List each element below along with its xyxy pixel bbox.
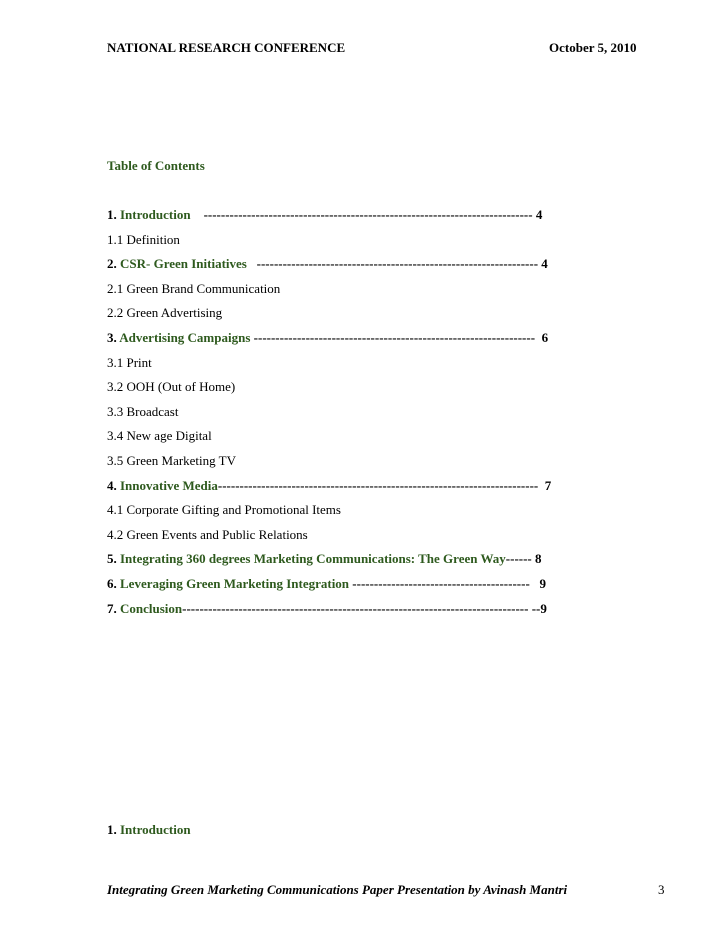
toc-entry[interactable] <box>107 477 607 502</box>
toc-entry[interactable] <box>107 329 607 354</box>
toc-entry[interactable] <box>107 600 607 625</box>
toc-leader-dots: ---------------------------------------------------------------------------- <box>190 207 536 222</box>
toc-entry-number: 6. <box>107 575 117 591</box>
toc-leader-dots: -------------------------------------------------------------------------------- <box>182 600 532 616</box>
toc-subentry[interactable]: 3.2 OOH (Out of Home) <box>107 379 236 395</box>
toc-leader-dots: ------ <box>505 551 536 567</box>
toc-entry-title: Leveraging Green Marketing Integration <box>120 575 350 591</box>
toc-title: Table of Contents <box>107 158 205 173</box>
table-of-contents <box>107 206 607 624</box>
toc-leader-dots: -------------------------------------------------------------------------- <box>217 477 545 493</box>
toc-page-number: 4 <box>535 207 543 222</box>
toc-entry[interactable] <box>107 206 607 231</box>
toc-entry[interactable] <box>107 255 607 280</box>
toc-subentry[interactable]: 1.1 Definition <box>107 231 180 247</box>
toc-entry-number: 1. <box>107 207 117 222</box>
toc-entry-number: 5. <box>107 551 117 567</box>
toc-entry-title: Integrating 360 degrees Marketing Communications: The Green Way <box>120 551 506 567</box>
toc-page-number: 9 <box>539 575 547 591</box>
toc-entry-number: 3. <box>107 329 117 345</box>
toc-entry-number: 2. <box>107 256 117 272</box>
toc-entry-number: 7. <box>107 600 117 616</box>
toc-subentry[interactable]: 3.3 Broadcast <box>107 403 179 419</box>
toc-subentry[interactable]: 2.2 Green Advertising <box>107 305 223 321</box>
toc-subentry[interactable]: 4.1 Corporate Gifting and Promotional Items <box>107 502 341 518</box>
toc-page-number: 4 <box>541 256 548 272</box>
footer-text: Integrating Green Marketing Communications Paper Presentation by Avinash Mantri <box>107 882 568 897</box>
toc-page-number: 7 <box>544 477 552 493</box>
toc-subentry[interactable]: 4.2 Green Events and Public Relations <box>107 526 308 542</box>
toc-entry-title: Introduction <box>120 207 191 222</box>
toc-leader-dots: ----------------------------------------------------------------- <box>246 256 542 272</box>
toc-entry-title: Conclusion <box>120 600 183 616</box>
toc-entry[interactable] <box>107 575 607 600</box>
section-heading <box>107 822 191 838</box>
header-date: October 5, 2010 <box>549 40 637 55</box>
page-number: 3 <box>658 882 665 897</box>
toc-entry-title: Advertising Campaigns <box>119 329 251 345</box>
toc-entry-title: CSR- Green Initiatives <box>120 256 247 272</box>
toc-entry-title: Innovative Media <box>120 477 218 493</box>
section-title: Introduction <box>120 822 191 837</box>
toc-leader-dots: ----------------------------------------------------------------- <box>250 329 542 345</box>
toc-entry-number: 4. <box>107 477 117 493</box>
toc-page-number: --9 <box>531 600 547 616</box>
toc-subentry[interactable]: 3.5 Green Marketing TV <box>107 452 237 468</box>
toc-leader-dots: ----------------------------------------- <box>349 575 540 591</box>
toc-page-number: 8 <box>535 551 542 567</box>
section-number: 1. <box>107 822 117 837</box>
toc-subentry[interactable]: 3.4 New age Digital <box>107 428 212 444</box>
toc-subentry[interactable]: 2.1 Green Brand Communication <box>107 280 281 296</box>
toc-page-number: 6 <box>541 329 549 345</box>
toc-subentry[interactable]: 3.1 Print <box>107 354 152 370</box>
header-conference-name: NATIONAL RESEARCH CONFERENCE <box>107 40 346 55</box>
toc-entry[interactable] <box>107 550 607 575</box>
